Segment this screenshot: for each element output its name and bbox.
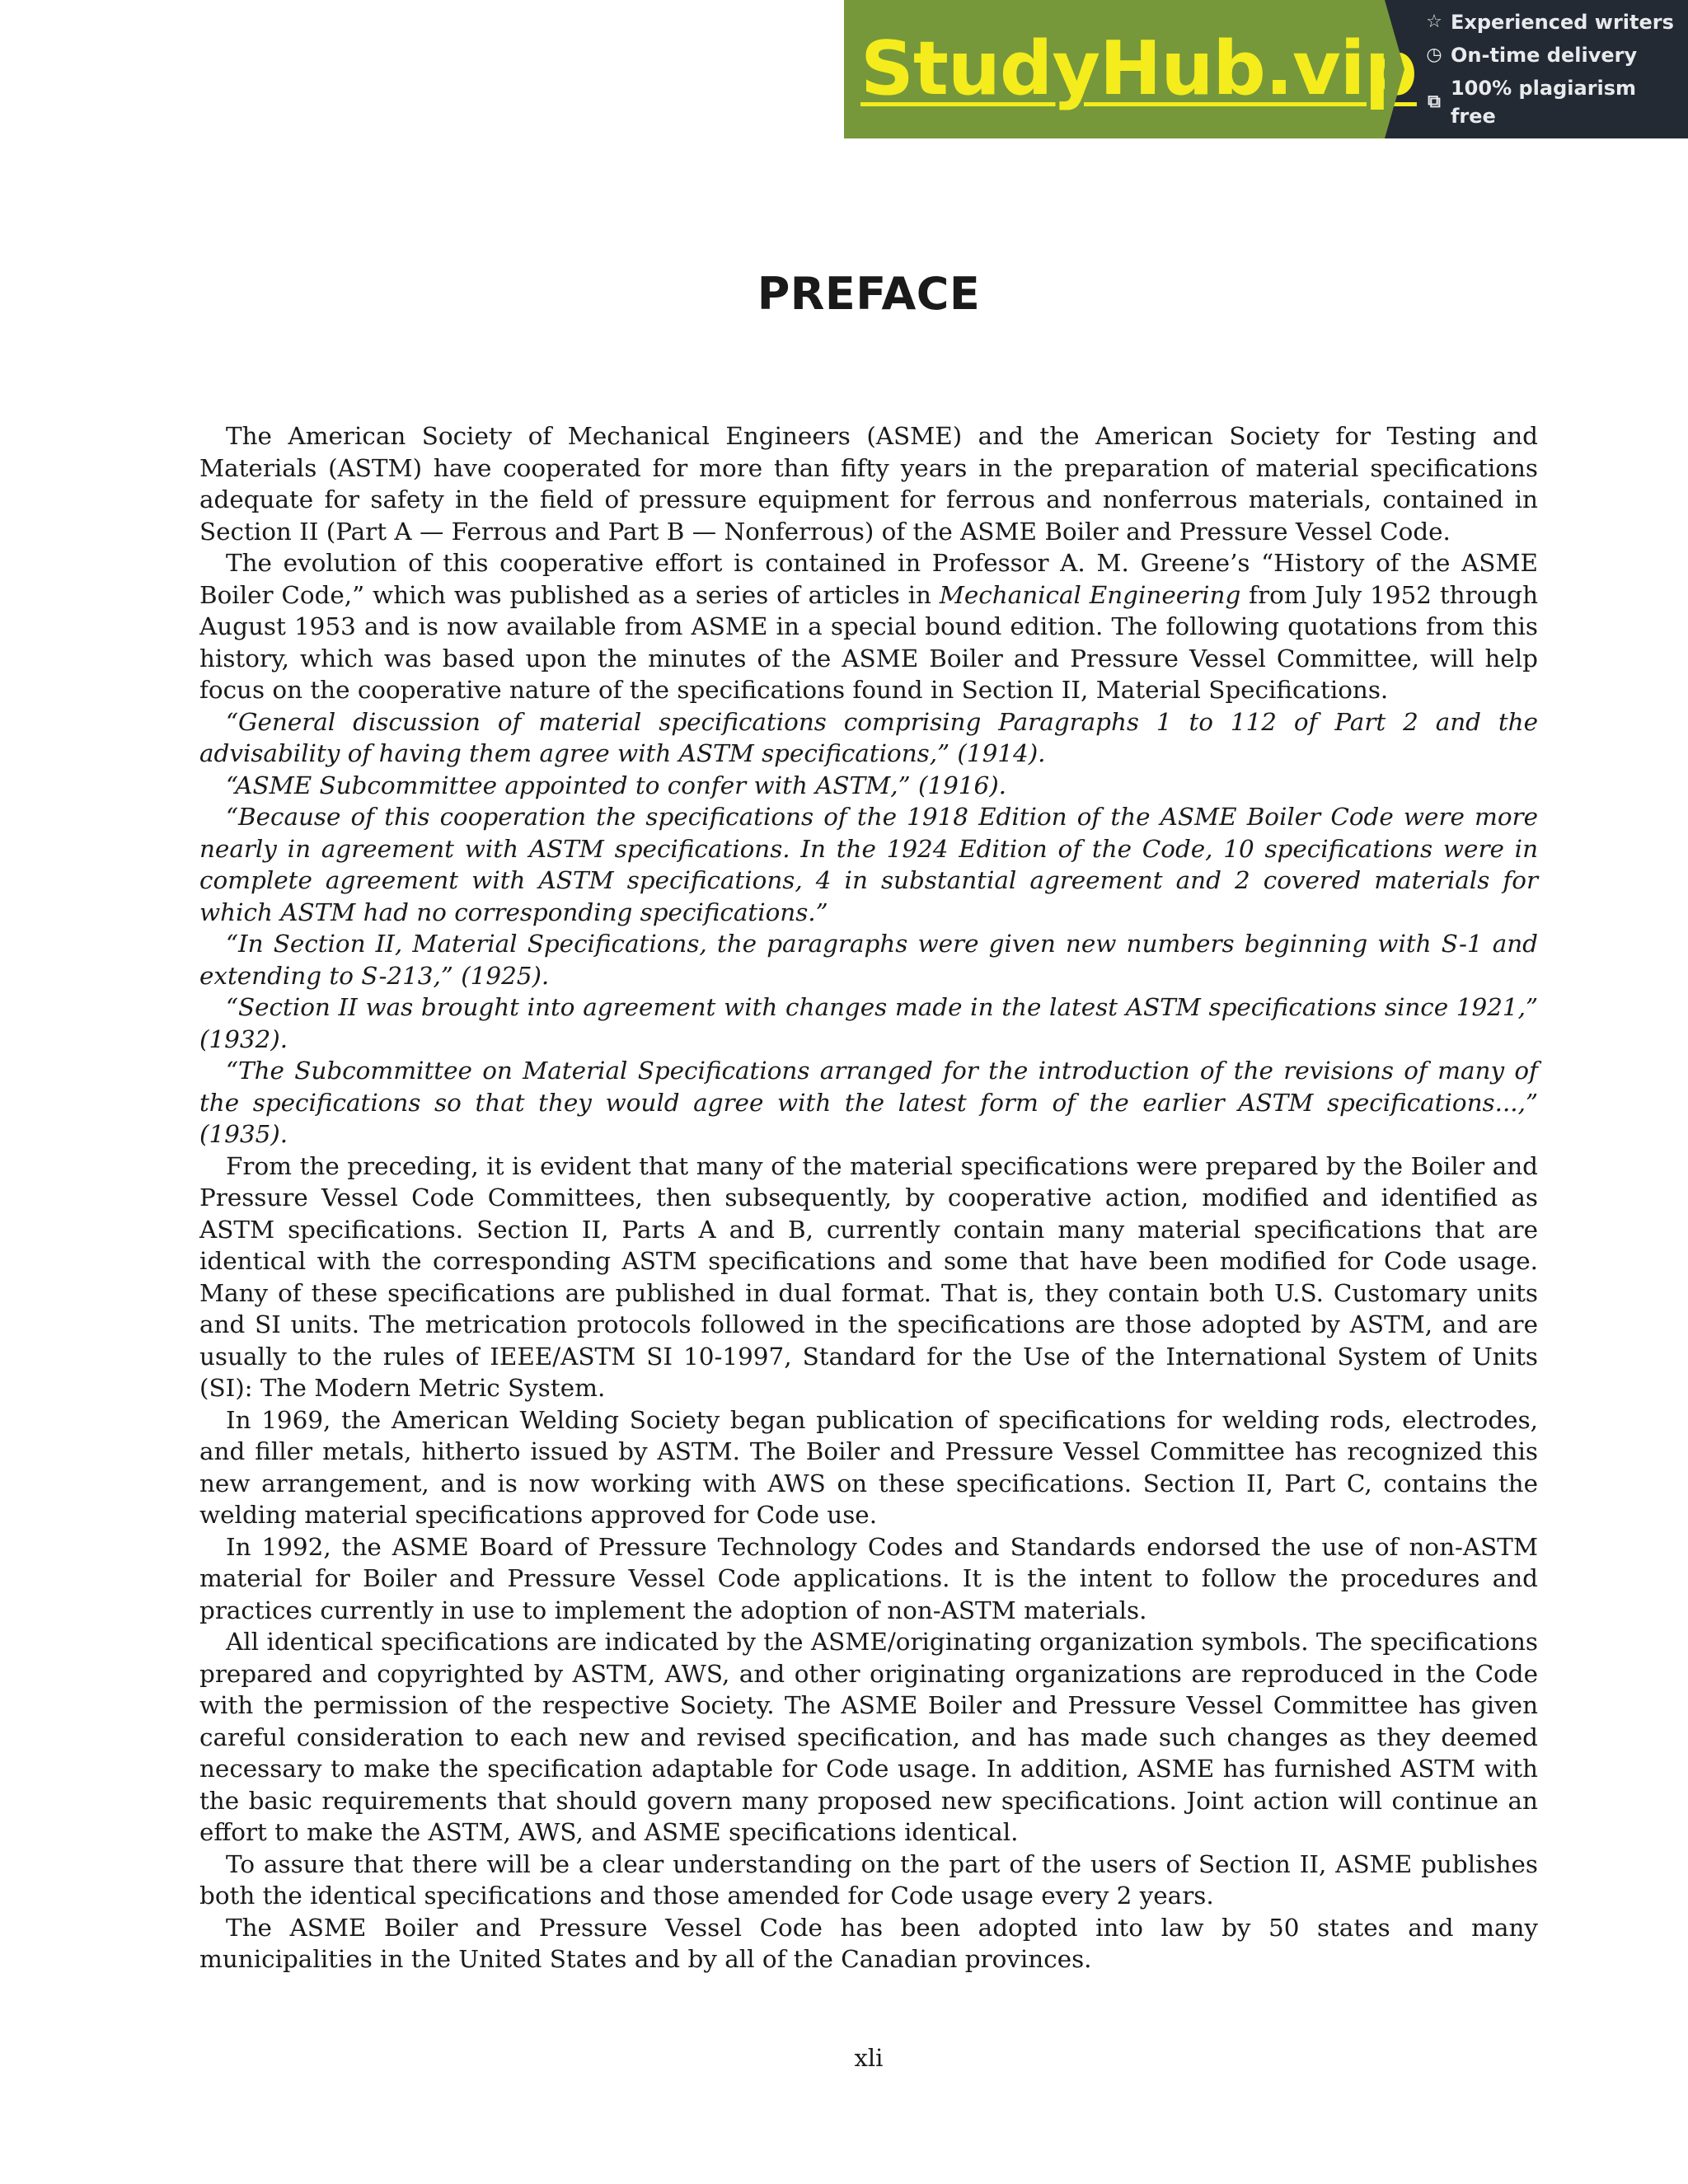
paragraph: To assure that there will be a clear understanding on the part of the users of Section II, ASME publishes both the identical specifications and those amended for Code usage every 2 years. (199, 1849, 1538, 1910)
history-quote: “In Section II, Material Specifications, the paragraphs were given new numbers beginning with S-1 and extending to S-213,” (1925). (199, 930, 1538, 990)
feature-experienced-writers (1424, 8, 1688, 36)
history-quote: “Because of this cooperation the specifications of the 1918 Edition of the ASME Boiler Code were more nearly in agreement with ASTM specifications. In the 1924 Edition of the Code, 10 specifications were in complete agreement with ASTM specifications, 4 in substantial agreement and 2 covered materials for which ASTM had no corresponding specifications.” (199, 803, 1538, 926)
page-number: xli (854, 2044, 884, 2072)
paragraph (199, 547, 1538, 706)
studyhub-logo-text: StudyHub.vip (860, 26, 1417, 112)
banner-features (1385, 0, 1688, 138)
copy-icon: ⧉ (1428, 91, 1441, 112)
page-title: PREFACE (757, 268, 981, 320)
paragraph: All identical specifications are indicated by the ASME/originating organization symbols. The specifications prepared and copyrighted by ASTM, AWS, and other originating organizations are reproduced in the Code with the permission of the respective Society. The ASME Boiler and Pressure Vessel Committee has given careful consideration to each new and revised specification, and has made such changes as they deemed necessary to make the specification adaptable for Code usage. In addition, ASME has furnished ASTM with the basic requirements that should govern many proposed new specifications. Joint action will continue an effort to make the ASTM, AWS, and ASME specifications identical. (199, 1628, 1538, 1846)
clock-icon: ◷ (1426, 45, 1442, 65)
feature-label: On-time delivery (1451, 44, 1638, 67)
paragraph: The American Society of Mechanical Engineers (ASME) and the American Society for Testing and Materials (ASTM) have cooperated for more than fifty years in the preparation of material specifications adequate for safety in the field of pressure equipment for ferrous and nonferrous materials, contained in Section II (Part A — Ferrous and Part B — Nonferrous) of the ASME Boiler and Pressure Vessel Code. (199, 422, 1538, 546)
history-quote: “ASME Subcommittee appointed to confer with ASTM,” (1916). (226, 771, 1007, 799)
paragraph: In 1969, the American Welding Society began publication of specifications for welding rods, electrodes, and filler metals, hitherto issued by ASTM. The Boiler and Pressure Vessel Committee has recognized this new arrangement, and is now working with AWS on these specifications. Section II, Part C, contains the welding material specifications approved for Code use. (199, 1405, 1538, 1529)
paragraph: The ASME Boiler and Pressure Vessel Code has been adopted into law by 50 states and many municipalities in the United States and by all of the Canadian provinces. (199, 1913, 1538, 1973)
publication-title: Mechanical Engineering (939, 580, 1241, 609)
feature-on-time-delivery (1424, 41, 1688, 69)
history-quote: “General discussion of material specifications comprising Paragraphs 1 to 112 of Part 2 and the advisability of having them agree with ASTM specifications,” (1914). (199, 707, 1538, 767)
star-icon: ☆ (1426, 12, 1442, 32)
history-quote: “The Subcommittee on Material Specifications arranged for the introduction of the revisions of many of the specifications so that they would agree with the latest form of the earlier ASTM specifications...,” (1935). (199, 1057, 1538, 1148)
feature-plagiarism-free (1424, 74, 1688, 130)
paragraph: In 1992, the ASME Board of Pressure Technology Codes and Standards endorsed the use of non-ASTM material for Boiler and Pressure Vessel Code applications. It is the intent to follow the procedures and practices currently in use to implement the adoption of non-ASTM materials. (199, 1532, 1538, 1624)
preface-body (199, 420, 1538, 1975)
studyhub-banner[interactable] (844, 0, 1688, 138)
feature-label: Experienced writers (1451, 11, 1674, 34)
paragraph-text: from July 1952 through August 1953 and is now available from ASME in a special bound edition. The following quotations from this history, which was based upon the minutes of the ASME Boiler and Pressure Vessel Committee, will help focus on the cooperative nature of the specifications found in Section II, Material Specifications. (199, 580, 1538, 704)
paragraph: From the preceding, it is evident that many of the material specifications were prepared by the Boiler and Pressure Vessel Code Committees, then subsequently, by cooperative action, modified and identified as ASTM specifications. Section II, Parts A and B, currently contain many material specifications that are identical with the corresponding ASTM specifications and some that have been modified for Code usage. Many of these specifications are published in dual format. That is, they contain both U.S. Customary units and SI units. The metrication protocols followed in the specifications are those adopted by ASTM, and are usually to the rules of IEEE/ASTM SI 10-1997, Standard for the Use of the International System of Units (SI): The Modern Metric System. (199, 1151, 1538, 1402)
studyhub-logo[interactable] (844, 0, 1417, 138)
feature-label: 100% plagiarism free (1450, 77, 1637, 128)
paragraph-text: The evolution of this cooperative effort is contained in Professor A. M. Greene’s “History of the ASME Boiler Code,” which was published as a series of articles in (199, 549, 1538, 609)
history-quote: “Section II was brought into agreement with changes made in the latest ASTM specifications since 1921,” (1932). (199, 993, 1538, 1053)
